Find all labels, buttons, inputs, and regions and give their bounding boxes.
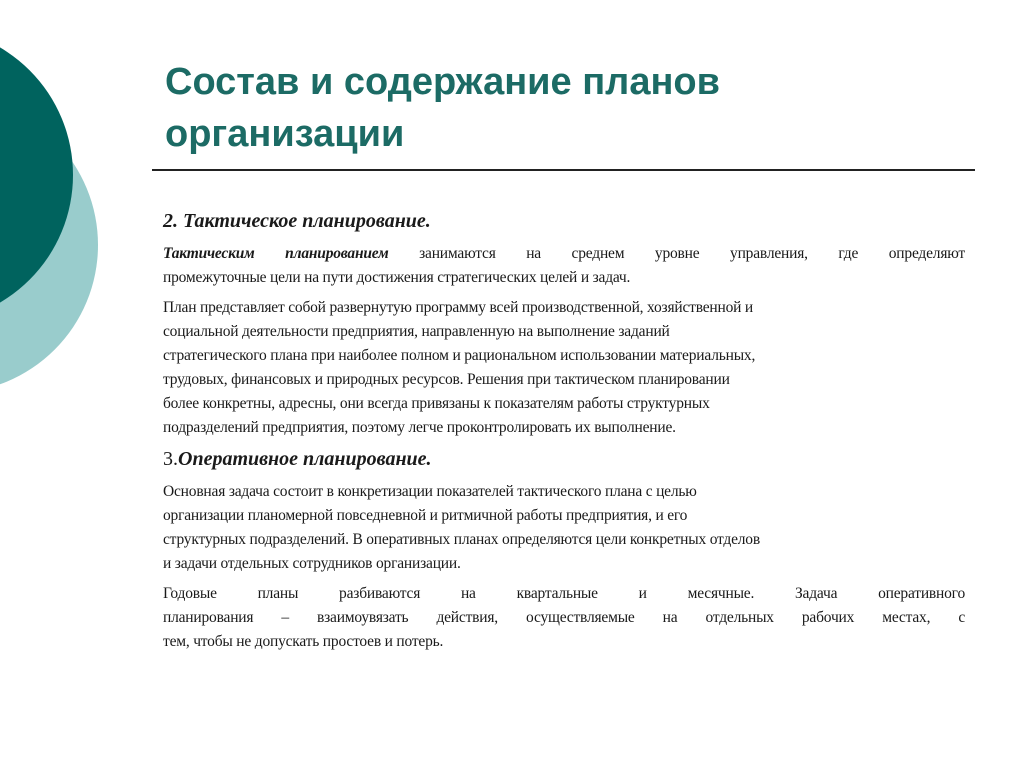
text-line: промежуточные цели на пути достижения стратегических целей и задач. — [163, 269, 631, 286]
text-line: подразделений предприятия, поэтому легче проконтролировать их выполнение. — [163, 419, 676, 436]
slide-title — [165, 56, 965, 160]
text-line: организации планомерной повседневной и ритмичной работы предприятия, и его — [163, 507, 688, 524]
paragraph — [163, 296, 965, 440]
decorative-circles — [0, 0, 100, 400]
section-heading-operational — [163, 446, 965, 472]
paragraph — [163, 582, 965, 654]
title-divider — [152, 169, 975, 171]
text-line: Основная задача состоит в конкретизации показателей тактического плана с целью — [163, 483, 697, 500]
text-line: План представляет собой развернутую программу всей производственной, хозяйственной и — [163, 299, 754, 316]
text-span: занимаются на среднем уровне управления, где определяют — [388, 245, 965, 262]
text-line: социальной деятельности предприятия, направленную на выполнение заданий — [163, 323, 670, 340]
text-line: и задачи отдельных сотрудников организации. — [163, 555, 461, 572]
text-line — [163, 242, 965, 266]
emphasis-term: Тактическим планированием — [163, 245, 389, 262]
heading-number: 3. — [163, 448, 178, 470]
section-heading-tactical: 2. Тактическое планирование. — [163, 210, 431, 232]
text-line: трудовых, финансовых и природных ресурсов. Решения при тактическом планировании — [163, 371, 730, 388]
paragraph — [163, 242, 965, 290]
paragraph — [163, 480, 965, 576]
slide-body — [163, 208, 965, 660]
text-line: более конкретны, адресны, они всегда привязаны к показателям работы структурных — [163, 395, 710, 412]
text-line: стратегического плана при наиболее полном и рациональном использовании материальных, — [163, 347, 756, 364]
title-line: Состав и содержание планов — [165, 61, 720, 103]
title-line: организации — [165, 113, 405, 155]
text-line: тем, чтобы не допускать простоев и потерь. — [163, 633, 444, 650]
text-line: планирования – взаимоувязать действия, осуществляемые на отдельных рабочих местах, с — [163, 609, 965, 626]
heading-text: Оперативное планирование. — [178, 448, 432, 470]
text-line: Годовые планы разбиваются на квартальные и месячные. Задача оперативного — [163, 585, 965, 602]
text-line: структурных подразделений. В оперативных планах определяются цели конкретных отделов — [163, 531, 760, 548]
